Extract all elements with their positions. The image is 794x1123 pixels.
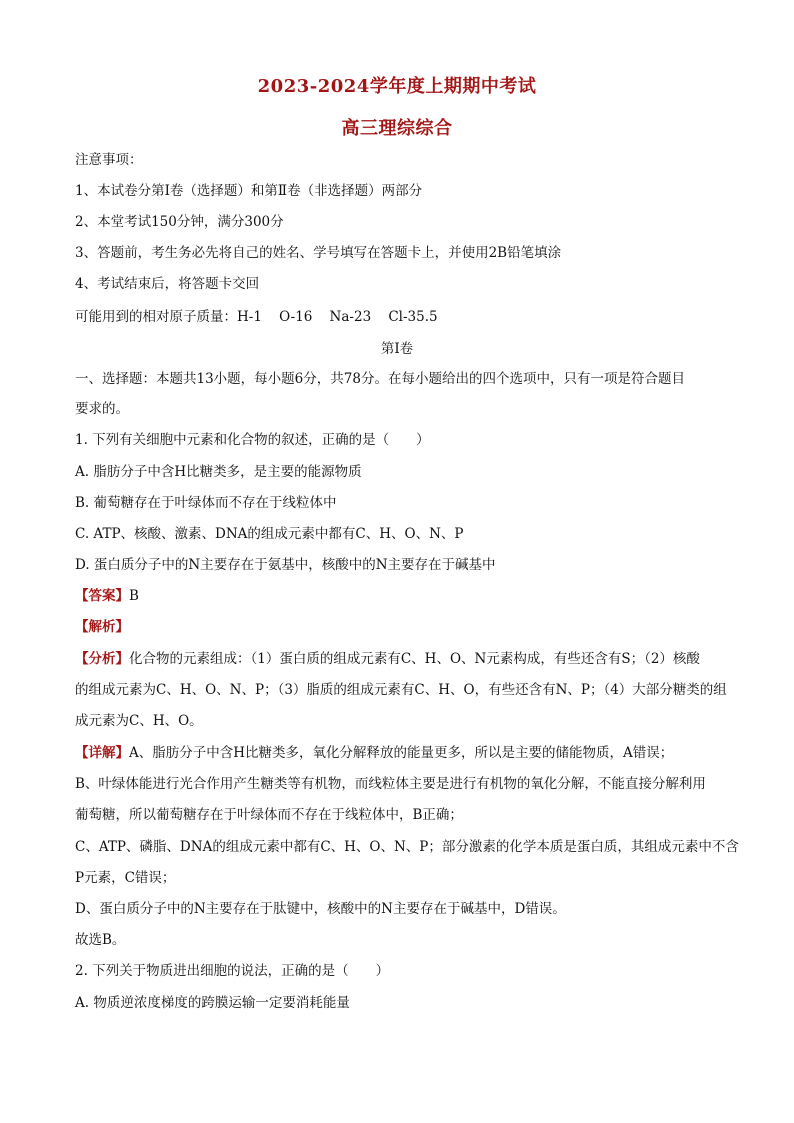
xiangjie-line-5: P元素，C错误； xyxy=(75,870,176,886)
notice-item-4: 4、考试结束后，将答题卡交回 xyxy=(75,276,260,292)
xiangjie-line-2: B、叶绿体能进行光合作用产生糖类等有机物，而线粒体主要是进行有机物的氧化分解，不能直接分解利用 xyxy=(75,776,706,792)
question-1-option-b: B. 葡萄糖存在于叶绿体而不存在于线粒体中 xyxy=(75,495,337,511)
question-2-option-a: A. 物质逆浓度梯度的跨膜运输一定要消耗能量 xyxy=(75,995,350,1011)
exam-title: 2023-2024学年度上期期中考试 xyxy=(257,76,537,97)
analysis-line xyxy=(75,618,725,636)
xiangjie-line-1 xyxy=(75,744,725,762)
xiangjie-line-4: C、ATP、磷脂、DNA的组成元素中都有C、H、O、N、P；部分激素的化学本质是蛋白质，其组成元素中不含 xyxy=(75,839,739,855)
xiangjie-text-1: A、脂肪分子中含H比糖类多，氧化分解释放的能量更多，所以是主要的储能物质，A错误； xyxy=(129,745,674,761)
fenxi-line-2: 的组成元素为C、H、O、N、P；（3）脂质的组成元素有C、H、O，有些还含有N、P；（4）大部分糖类的组 xyxy=(75,682,727,698)
question-1-option-d: D. 蛋白质分子中的N主要存在于氨基中，核酸中的N主要存在于碱基中 xyxy=(75,557,496,573)
question-1-stem: 1. 下列有关细胞中元素和化合物的叙述，正确的是（ ） xyxy=(75,432,430,448)
conclusion-line: 故选B。 xyxy=(75,932,126,948)
answer-tag: 【答案】 xyxy=(75,588,129,604)
question-1-option-c: C. ATP、核酸、激素、DNA的组成元素中都有C、H、O、N、P xyxy=(75,526,464,542)
section-title: 第Ⅰ卷 xyxy=(380,341,414,357)
notice-item-3: 3、答题前，考生务必先将自己的姓名、学号填写在答题卡上，并使用2B铅笔填涂 xyxy=(75,245,562,261)
fenxi-tag: 【分析】 xyxy=(75,651,129,667)
answer-line xyxy=(75,587,725,605)
fenxi-text-1: 化合物的元素组成：（1）蛋白质的组成元素有C、H、O、N元素构成，有些还含有S；（2）核酸 xyxy=(129,651,700,667)
notice-heading: 注意事项： xyxy=(75,152,143,168)
question-2-stem: 2. 下列关于物质进出细胞的说法，正确的是（ ） xyxy=(75,963,390,979)
answer-value: B xyxy=(129,588,139,604)
xiangjie-line-3: 葡萄糖，所以葡萄糖存在于叶绿体而不存在于线粒体中，B正确； xyxy=(75,807,463,823)
exam-subtitle: 高三理综综合 xyxy=(341,118,453,139)
analysis-tag: 【解析】 xyxy=(75,619,129,635)
section-intro-line-2: 要求的。 xyxy=(75,401,129,417)
section-intro-line-1: 一、选择题：本题共13小题，每小题6分，共78分。在每小题给出的四个选项中，只有一项是符合题目 xyxy=(75,371,685,387)
notice-item-1: 1、本试卷分第Ⅰ卷（选择题）和第Ⅱ卷（非选择题）两部分 xyxy=(75,183,423,199)
notice-item-2: 2、本堂考试150分钟，满分300分 xyxy=(75,214,284,230)
atomic-mass-line: 可能用到的相对原子质量：H-1 O-16 Na-23 Cl-35.5 xyxy=(75,309,438,325)
xiangjie-tag: 【详解】 xyxy=(75,745,129,761)
question-1-option-a: A. 脂肪分子中含H比糖类多，是主要的能源物质 xyxy=(75,464,362,480)
xiangjie-line-6: D、蛋白质分子中的N主要存在于肽键中，核酸中的N主要存在于碱基中，D错误。 xyxy=(75,901,566,917)
fenxi-line-1 xyxy=(75,650,725,668)
fenxi-line-3: 成元素为C、H、O。 xyxy=(75,713,203,729)
